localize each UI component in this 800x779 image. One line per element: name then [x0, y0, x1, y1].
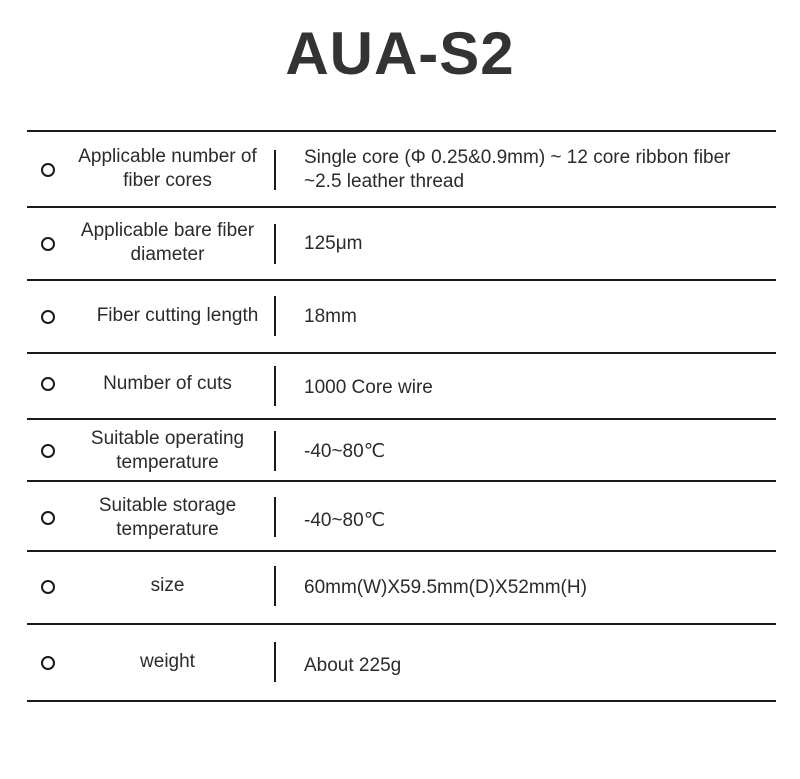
spec-value: 1000 Core wire	[304, 377, 433, 398]
spec-row-size	[27, 550, 776, 623]
column-divider	[274, 642, 276, 682]
spec-label: Suitable storage temperature	[98, 495, 237, 540]
spec-value: 125μm	[304, 233, 363, 254]
spec-table	[27, 130, 776, 702]
circle-bullet-icon	[41, 511, 55, 525]
spec-row-cutting-length	[27, 279, 776, 352]
spec-row-weight	[27, 623, 776, 702]
spec-label: Applicable number of fiber cores	[78, 146, 257, 191]
spec-row-number-of-cuts	[27, 352, 776, 418]
circle-bullet-icon	[41, 656, 55, 670]
column-divider	[274, 366, 276, 406]
spec-label: weight	[140, 651, 195, 672]
spec-row-fiber-diameter	[27, 206, 776, 279]
circle-bullet-icon	[41, 310, 55, 324]
column-divider	[274, 296, 276, 336]
circle-bullet-icon	[41, 580, 55, 594]
circle-bullet-icon	[41, 163, 55, 177]
page-title: AUA-S2	[285, 20, 515, 87]
spec-label: Fiber cutting length	[96, 305, 259, 326]
spec-row-operating-temperature	[27, 418, 776, 480]
spec-value: 18mm	[304, 306, 357, 327]
spec-value: About 225g	[304, 655, 402, 676]
circle-bullet-icon	[41, 444, 55, 458]
spec-value: -40~80℃	[304, 510, 386, 531]
spec-row-storage-temperature	[27, 480, 776, 550]
spec-label: Applicable bare fiber diameter	[80, 220, 255, 265]
circle-bullet-icon	[41, 377, 55, 391]
spec-label: Suitable operating temperature	[90, 428, 245, 473]
circle-bullet-icon	[41, 237, 55, 251]
column-divider	[274, 497, 276, 537]
spec-label: size	[150, 575, 185, 596]
spec-row-fiber-cores	[27, 130, 776, 206]
column-divider	[274, 150, 276, 190]
spec-value: 60mm(W)X59.5mm(D)X52mm(H)	[304, 577, 587, 598]
spec-value: Single core (Φ 0.25&0.9mm) ~ 12 core ribbon fiber ~2.5 leather thread	[304, 147, 731, 192]
column-divider	[274, 224, 276, 264]
column-divider	[274, 566, 276, 606]
column-divider	[274, 431, 276, 471]
spec-label: Number of cuts	[103, 373, 232, 394]
spec-value: -40~80℃	[304, 441, 386, 462]
